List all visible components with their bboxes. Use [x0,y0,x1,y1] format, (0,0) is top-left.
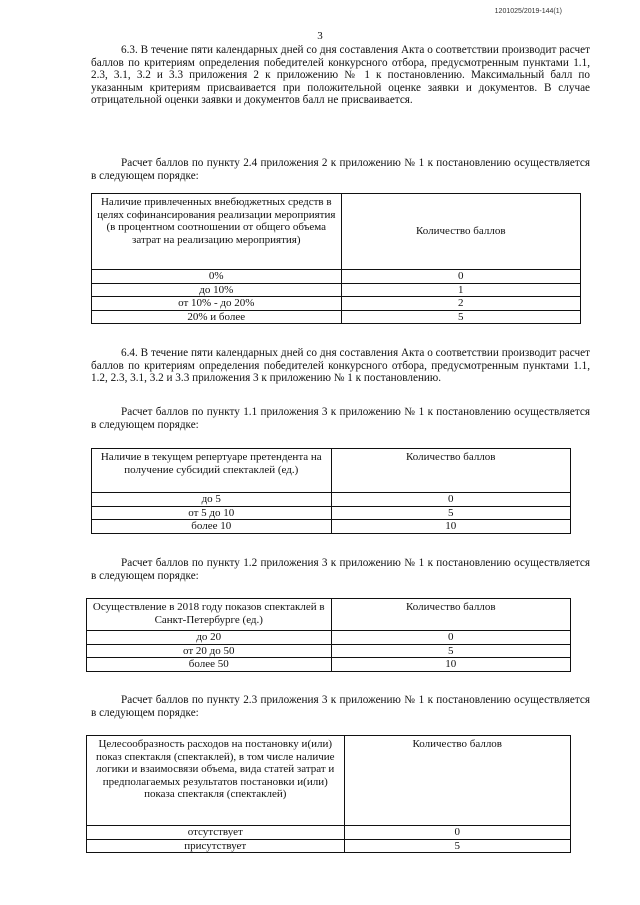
table-header-row [92,449,571,493]
table-row [92,520,571,534]
row-score: 5 [331,644,570,658]
table-row [92,506,571,520]
paragraph-6-4: 6.4. В течение пяти календарных дней со дня составления Акта о соответствии производит расчет баллов по критериям определения победителей конкурсного отбора, предусмотренным пунктами 1.1, 1.2, 2.3, 3.1, 3.2 и 3.3 приложения 3 к приложению № 1 к постановлению. [91,347,590,385]
score-table-expenses [86,735,571,853]
table-header-score: Количество баллов [331,599,570,631]
table-row [92,297,581,311]
row-score: 5 [331,506,571,520]
row-label: 20% и более [92,310,342,324]
row-label: от 5 до 10 [92,506,332,520]
row-label: более 50 [87,658,332,672]
table-header-criterion: Наличие в текущем репертуаре претендента на получение субсидий спектаклей (ед.) [92,449,332,493]
row-score: 0 [331,493,571,507]
score-table-repertoire [91,448,571,534]
paragraph-6-3-calc: Расчет баллов по пункту 2.4 приложения 2 к приложению № 1 к постановлению осуществляется в следующем порядке: [91,157,590,182]
paragraph-6-4-calc: Расчет баллов по пункту 1.1 приложения 3 к приложению № 1 к постановлению осуществляется в следующем порядке: [91,406,590,431]
row-score: 2 [341,297,580,311]
table-header-score: Количество баллов [344,736,571,826]
row-label: до 10% [92,283,342,297]
row-label: от 20 до 50 [87,644,332,658]
row-label: присутствует [87,839,345,853]
table-row [87,631,571,645]
table-header-score: Количество баллов [331,449,571,493]
paragraph-2-3-calc: Расчет баллов по пункту 2.3 приложения 3 к приложению № 1 к постановлению осуществляется в следующем порядке: [91,694,590,719]
table-header-row [87,599,571,631]
row-score: 0 [344,826,571,840]
table-row [92,283,581,297]
row-label: до 20 [87,631,332,645]
row-score: 0 [341,270,580,284]
row-score: 10 [331,658,570,672]
table-row [92,270,581,284]
row-score: 10 [331,520,571,534]
paragraph-1-2-calc: Расчет баллов по пункту 1.2 приложения 3 к приложению № 1 к постановлению осуществляется в следующем порядке: [91,557,590,582]
page-number: 3 [317,30,323,42]
table-row [92,310,581,324]
table-header-row [87,736,571,826]
table-header-criterion: Целесообразность расходов на постановку и(или) показ спектакля (спектаклей), в том числе наличие логики и взаимосвязи объема, вида статей затрат и предполагаемых результатов постановки и(или) показа спектакля (спектаклей) [87,736,345,826]
row-label: от 10% - до 20% [92,297,342,311]
row-score: 5 [344,839,571,853]
table-row [87,839,571,853]
row-label: отсутствует [87,826,345,840]
row-score: 0 [331,631,570,645]
row-score: 5 [341,310,580,324]
table-row [87,826,571,840]
row-score: 1 [341,283,580,297]
score-table-extrabudget [91,193,581,324]
table-header-criterion: Наличие привлеченных внебюджетных средств в целях софинансирования реализации мероприятия (в процентном соотношении от общего объема затрат на реализацию мероприятия) [92,194,342,270]
document-id: 1201025/2019-144(1) [494,8,562,15]
row-label: до 5 [92,493,332,507]
table-row [92,493,571,507]
paragraph-6-3: 6.3. В течение пяти календарных дней со дня составления Акта о соответствии производит расчет баллов по критериям определения победителей конкурсного отбора, предусмотренным пунктами 1.1, 2.3, 3.1, 3.2 и 3.3 приложения 2 к приложению № 1 к постановлению. Максимальный балл по указанным критериям присваивается при положительной оценке заявки и документов. В случае отрицательной оценки заявки и документов балл не присваивается. [91,44,590,107]
score-table-shows [86,598,571,672]
row-label: более 10 [92,520,332,534]
table-header-score: Количество баллов [341,194,580,270]
table-row [87,658,571,672]
table-row [87,644,571,658]
row-label: 0% [92,270,342,284]
table-header-criterion: Осуществление в 2018 году показов спектаклей в Санкт-Петербурге (ед.) [87,599,332,631]
table-header-row [92,194,581,270]
